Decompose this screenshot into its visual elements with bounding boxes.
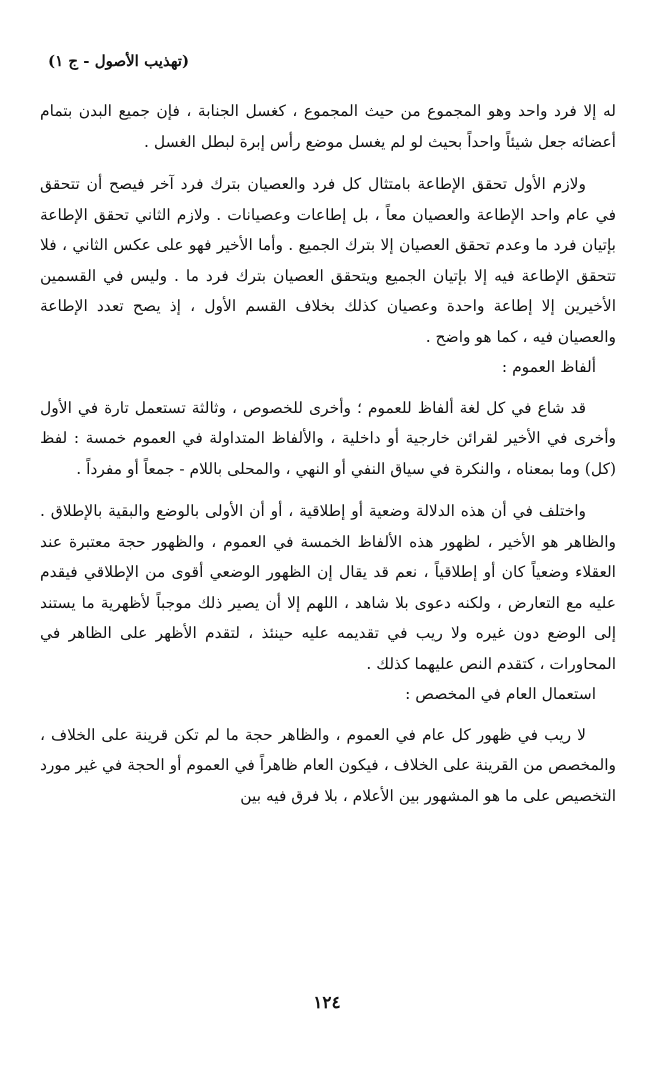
running-header: (تهذيب الأصول - ج ١): [48, 52, 190, 70]
page-body: [40, 96, 616, 811]
paragraph-indication-dispute: واختلف في أن هذه الدلالة وضعية أو إطلاقية ، أو أن الأولى بالوضع والبقية بالإطلاق . والظاهر هو الأخير ، لظهور هذه الألفاظ الخمسة في العموم ، والظهور حجة معتبرة عند العقلاء وضعياً كان أو إطلاقياً ، نعم قد يقال إن الظهور الوضعي أقوى من الإطلاقي فيقدم عليه مع التعارض ، ولكنه دعوى بلا شاهد ، اللهم إلا أن يصير ذلك موجباً لأظهرية ما يستند إلى الوضع دون غيره ولا ريب في تقديمه عليه حينئذ ، لتقدم الأظهر على الظاهر في المحاورات ، كتقدم النص عليهما كذلك .: [40, 502, 616, 673]
paragraph-usage-in-specific: لا ريب في ظهور كل عام في العموم ، والظاهر حجة ما لم تكن قرينة على الخلاف ، والمخصص من القرينة على الخلاف ، فيكون العام ظاهراً في العموم أو الحجة في غير مورد التخصيص على ما هو المشهور بين الأعلام ، بلا فرق فيه بين: [40, 725, 616, 805]
paragraph-continuation: له إلا فرد واحد وهو المجموع من حيث المجموع ، كغسل الجنابة ، فإن جميع البدن بتمام أعضائه جعل شيئاً واحداً بحيث لو لم يغسل موضع رأس إبرة لبطل الغسل .: [40, 102, 616, 151]
paragraph-obedience: ولازم الأول تحقق الإطاعة بامتثال كل فرد والعصيان بترك فرد آخر فيصح أن تتحقق في عام واحد الإطاعة والعصيان معاً ، بل إطاعات وعصيانات . ولازم الثاني تحقق الإطاعة بإتيان فرد ما وعدم تحقق العصيان إلا بترك الجميع . وأما الأخير فهو على عكس الثاني ، فلا تتحقق الإطاعة فيه إلا بإتيان الجميع ويتحقق العصيان بترك فرد ما . وليس في القسمين الأخيرين إلا إطاعة واحدة وعصيان كذلك بخلاف القسم الأول ، إذ يصح تعدد الإطاعة والعصيان فيه ، كما هو واضح .: [40, 175, 616, 346]
page-number: ١٢٤: [313, 993, 341, 1013]
section-heading-usage-in-specific: استعمال العام في المخصص :: [405, 685, 596, 703]
paragraph-general-terms: قد شاع في كل لغة ألفاظ للعموم ؛ وأخرى للخصوص ، وثالثة تستعمل تارة في الأول وأخرى في الأخير لقرائن خارجية أو داخلية ، والألفاظ المتداولة في العموم خمسة : لفظ (كل) وما بمعناه ، والنكرة في سياق النفي أو النهي ، والمحلى باللام - جمعاً أو مفرداً .: [40, 398, 616, 478]
section-heading-general-terms: ألفاظ العموم :: [501, 358, 596, 376]
